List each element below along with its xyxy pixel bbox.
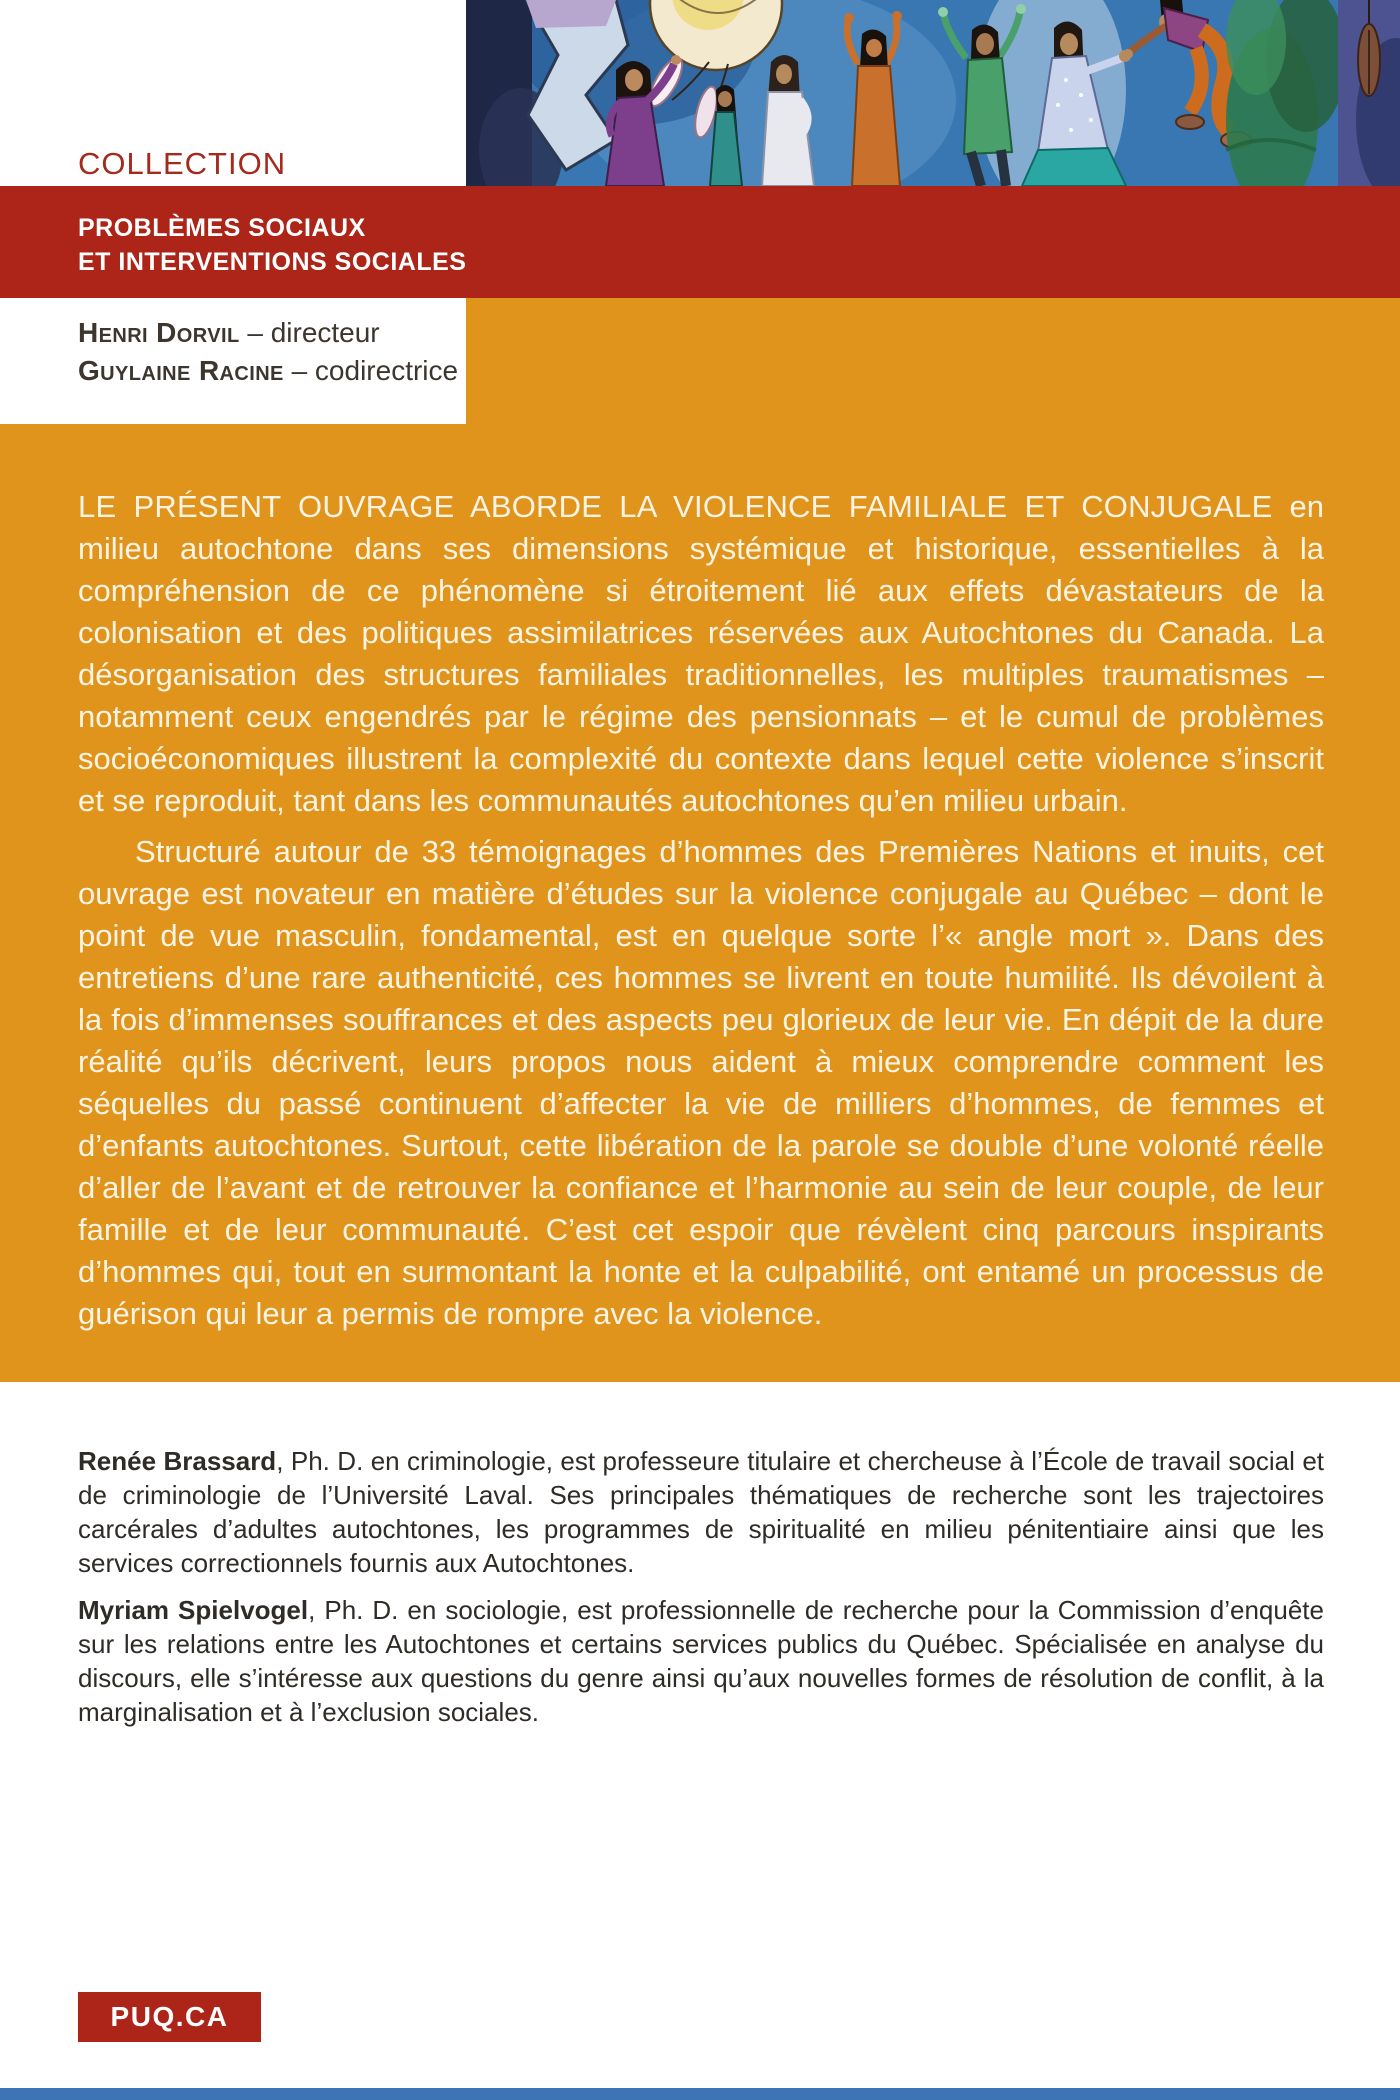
collection-series-banner — [0, 186, 1400, 298]
director-name: Henri Dorvil — [78, 317, 240, 348]
bottom-accent-bar — [0, 2088, 1400, 2100]
synopsis-lead-caps: LE PRÉSENT OUVRAGE ABORDE LA VIOLENCE FAMILIALE ET CONJUGALE — [78, 489, 1273, 524]
author-bio-1 — [78, 1444, 1324, 1580]
collection-directors — [78, 314, 458, 390]
author-1-bio-text: , Ph. D. en criminologie, est professeure titulaire et chercheuse à l’École de travail social et de criminologie de l’Université Laval. Ses principales thématiques de recherche sont les trajectoires carcérales d’adultes autochtones, les programmes de spiritualité en milieu pénitentiaire ainsi que les services correctionnels fournis aux Autochtones. — [78, 1446, 1324, 1578]
publisher-website-badge[interactable]: PUQ.CA — [78, 1992, 261, 2042]
series-title-line-2: ET INTERVENTIONS SOCIALES — [78, 248, 467, 276]
series-title-line-1: PROBLÈMES SOCIAUX — [78, 214, 366, 242]
collection-label: COLLECTION — [78, 146, 287, 181]
book-synopsis — [78, 486, 1324, 1335]
director-role: – directeur — [247, 317, 380, 348]
synopsis-paragraph-1-text: en milieu autochtone dans ses dimensions systémique et historique, essentielles à la compréhension de ce phénomène si étroitement lié aux effets dévastateurs de la colonisation et des politiques assimilatrices réservées aux Autochtones du Canada. La désorganisation des structures familiales traditionnelles, les multiples traumatismes – notamment ceux engendrés par le régime des pensionnats – et le cumul de problèmes socioéconomiques illustrent la complexité du contexte dans lequel cette violence s’inscrit et se reproduit, tant dans les communautés autochtones qu’en milieu urbain. — [78, 489, 1324, 818]
synopsis-paragraph-1 — [78, 486, 1324, 822]
author-bios — [78, 1444, 1324, 1729]
codirector-name: Guylaine Racine — [78, 355, 284, 386]
author-2-name: Myriam Spielvogel — [78, 1595, 309, 1625]
codirector-role: – codirectrice — [291, 355, 459, 386]
author-1-name: Renée Brassard — [78, 1446, 277, 1476]
cover-artwork-illustration — [466, 0, 1400, 186]
director-line — [78, 314, 458, 352]
author-2-bio-text: , Ph. D. en sociologie, est professionnelle de recherche pour la Commission d’enquête sur les relations entre les Autochtones et certains services publics du Québec. Spécialisée en analyse du discours, elle s’intéresse aux questions du genre ainsi qu’aux nouvelles formes de résolution de conflit, à la marginalisation et à l’exclusion sociales. — [78, 1595, 1324, 1727]
director-line — [78, 352, 458, 390]
author-bio-2 — [78, 1593, 1324, 1729]
synopsis-paragraph-2: Structuré autour de 33 témoignages d’hommes des Premières Nations et inuits, cet ouvrage est novateur en matière d’études sur la violence conjugale au Québec – dont le point de vue masculin, fondamental, est en quelque sorte l’« angle mort ». Dans des entretiens d’une rare authenticité, ces hommes se livrent en toute humilité. Ils dévoilent à la fois d’immenses souffrances et des aspects peu glorieux de leur vie. En dépit de la dure réalité qu’ils décrivent, leurs propos nous aident à mieux comprendre comment les séquelles du passé continuent d’affecter la vie de milliers d’hommes, de femmes et d’enfants autochtones. Surtout, cette libération de la parole se double d’une volonté réelle d’aller de l’avant et de retrouver la confiance et l’harmonie au sein de leur couple, de leur famille et de leur communauté. C’est cet espoir que révèlent cinq parcours inspirants d’hommes qui, tout en surmontant la honte et la culpabilité, ont entamé un processus de guérison qui leur a permis de rompre avec la violence. — [78, 834, 1324, 1331]
